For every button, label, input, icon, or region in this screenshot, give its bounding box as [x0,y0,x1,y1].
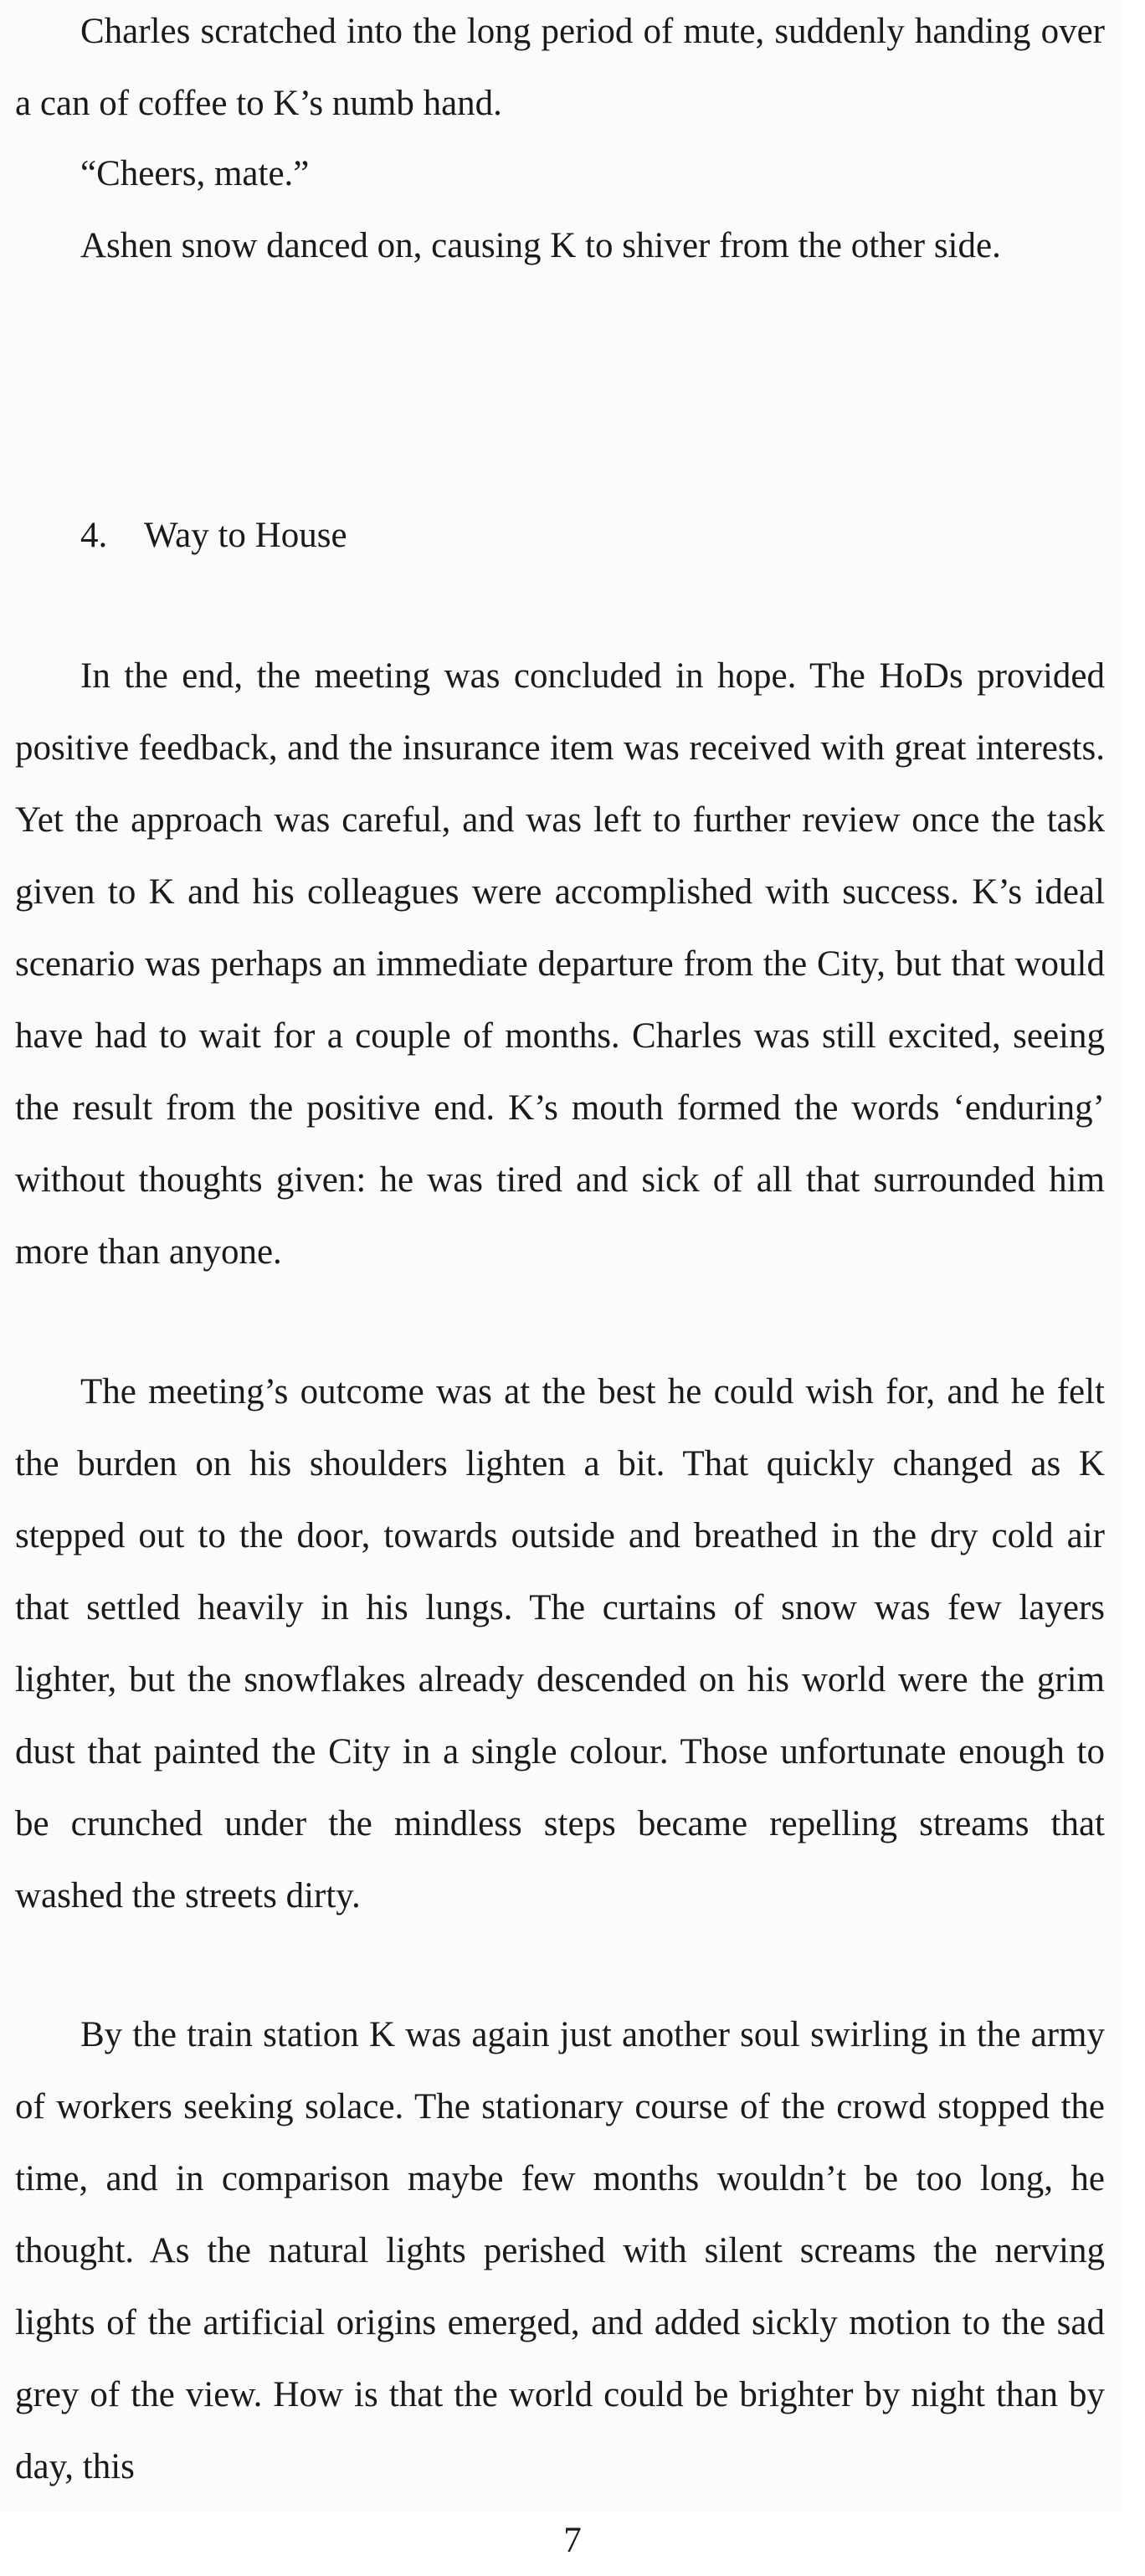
paragraph-meeting-outcome: The meeting’s outcome was at the best he could wish for, and he felt the burden on his shoulders lighten a bit. That quickly changed as K stepped out to the door, towards outside and breathed in the dry cold air that settled heavily in his lungs. The curtains of snow was few layers lighter, but the snowflakes already descended on his world were the grim dust that painted the City in a single colour. Those unfortunate enough to be crunched under the mindless steps became repelling streams that washed the streets dirty. [15,1372,1105,1915]
section-number: 4. [80,516,108,555]
paragraph-meeting-concluded: In the end, the meeting was concluded in hope. The HoDs provided positive feedback, and the insurance item was received with great interests. Yet the approach was careful, and was left to further review once the task given to K and his colleagues were accomplished with success. K’s ideal scenario was perhaps an immediate departure from the City, but that would have had to wait for a couple of months. Charles was still excited, seeing the result from the positive end. K’s mouth formed the words ‘enduring’ without thoughts given: he was tired and sick of all that surrounded him more than anyone. [15,656,1105,1272]
paragraph-cheers: “Cheers, mate.” [80,154,310,193]
section-heading [80,500,347,572]
page-number: 7 [563,2521,582,2560]
paragraph-coffee: Charles scratched into the long period of mute, suddenly handing over a can of coffee to K’s numb hand. [15,12,1105,123]
section-title: Way to House [144,516,347,555]
paragraph-ashen-snow: Ashen snow danced on, causing K to shiver from the other side. [80,226,1001,265]
paragraph-train-station: By the train station K was again just another soul swirling in the army of workers seeking solace. The stationary course of the crowd stopped the time, and in comparison maybe few months wouldn’t be too long, he thought. As the natural lights perished with silent screams the nerving lights of the artificial origins emerged, and added sickly motion to the sad grey of the view. How is that the world could be brighter by night than by day, this [15,2015,1105,2486]
